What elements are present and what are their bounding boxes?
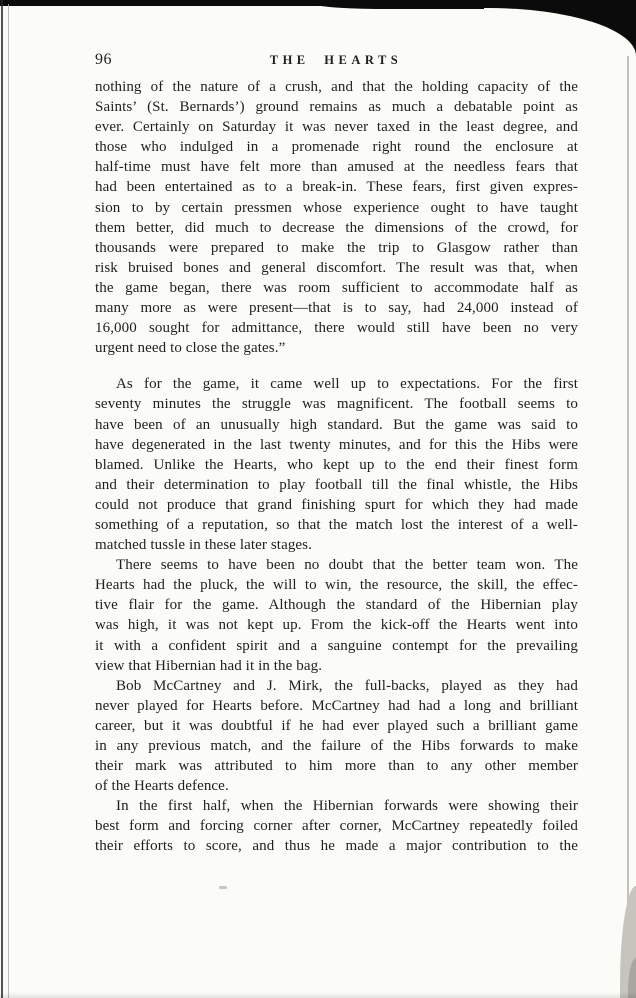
text-line: nothing of the nature of a crush, and that the holding capacity of the (95, 79, 578, 95)
text-line: Hearts had the pluck, the will to win, the resource, the skill, the effec- (95, 577, 578, 594)
running-head (95, 50, 577, 70)
text-line: have been of an unusually high standard. But the game was said to (95, 416, 578, 433)
text-line: risk bruised bones and general discomfort. The result was that, when (95, 259, 578, 276)
text-line: the game began, there was room sufficient to accommodate half as (95, 279, 578, 296)
paragraph (95, 676, 578, 797)
paragraph (95, 555, 578, 676)
text-line: matched tussle in these later stages. (95, 537, 312, 554)
text-line: career, but it was doubtful if he had ever played such a brilliant game (95, 717, 578, 734)
text-line: There seems to have been no doubt that the better team won. The (116, 557, 578, 574)
text-line: Bob McCartney and J. Mirk, the full-backs, played as they had (116, 677, 578, 694)
text-line: their mark was attributed to him more than to any other member (95, 758, 578, 775)
paragraph (95, 374, 578, 555)
scan-smudge-mark (219, 886, 227, 889)
page-edge-line-right (627, 56, 629, 972)
paragraph (95, 796, 578, 856)
text-line: those who indulged in a promenade right round the enclosure at (95, 139, 578, 156)
text-line: something of a reputation, so that the match lost the interest of a well- (95, 516, 578, 533)
page-number: 96 (95, 51, 112, 68)
text-line: 16,000 sought for admittance, there would still have been no very (95, 320, 578, 337)
text-line: sion to by certain pressmen whose experience ought to have taught (95, 199, 578, 216)
text-line: could not produce that grand finishing spurt for which they had made (95, 496, 578, 513)
text-block (95, 77, 578, 857)
text-line: ever. Certainly on Saturday it was never taxed in the least degree, and (95, 119, 578, 136)
text-line: In the first half, when the Hibernian forwards were showing their (116, 798, 578, 815)
paragraph (95, 77, 578, 358)
text-line: Saints’ (St. Bernards’) ground remains as much a debatable point as (95, 99, 578, 116)
text-line: many more as were present—that is to say, had 24,000 instead of (95, 300, 578, 317)
running-title: THE HEARTS (269, 53, 403, 67)
text-line: of the Hearts defence. (95, 778, 229, 795)
scan-gutter-line-dark (1, 0, 3, 998)
scan-gutter-line-light (8, 4, 9, 998)
scan-edge-bottom-shadow (0, 992, 636, 998)
text-line: their efforts to score, and thus he made a major contribution to the (95, 838, 578, 855)
text-line: never played for Hearts before. McCartney had had a long and brilliant (95, 697, 578, 714)
text-line: half-time must have felt more than amused at the needless fears that (95, 159, 578, 176)
text-line: As for the game, it came well up to expectations. For the first (116, 376, 578, 393)
text-line: urgent need to close the gates.” (95, 340, 286, 357)
text-line: seventy minutes the struggle was magnificent. The football seems to (95, 396, 578, 413)
text-line: had been entertained as to a break-in. These fears, first given expres- (95, 179, 578, 196)
text-line: blamed. Unlike the Hearts, who kept up to the end their finest form (95, 456, 578, 473)
text-line: in any previous match, and the failure of the Hibs forwards to make (95, 738, 578, 754)
text-line: view that Hibernian had it in the bag. (95, 657, 323, 674)
text-line: best form and forcing corner after corner, McCartney repeatedly foiled (95, 818, 578, 835)
text-line: and their determination to play football till the final whistle, the Hibs (95, 476, 578, 493)
text-line: was high, it was not kept up. From the kick-off the Hearts went into (95, 617, 578, 634)
text-line: have degenerated in the last twenty minutes, and for this the Hibs were (95, 436, 578, 453)
text-line: them better, did much to decrease the dimensions of the crowd, for (95, 219, 578, 236)
text-line: tive flair for the game. Although the standard of the Hibernian play (95, 597, 578, 614)
text-line: thousands were prepared to make the trip to Glasgow rather than (95, 239, 578, 256)
text-line: it with a confident spirit and a sanguine contempt for the prevailing (95, 637, 578, 654)
